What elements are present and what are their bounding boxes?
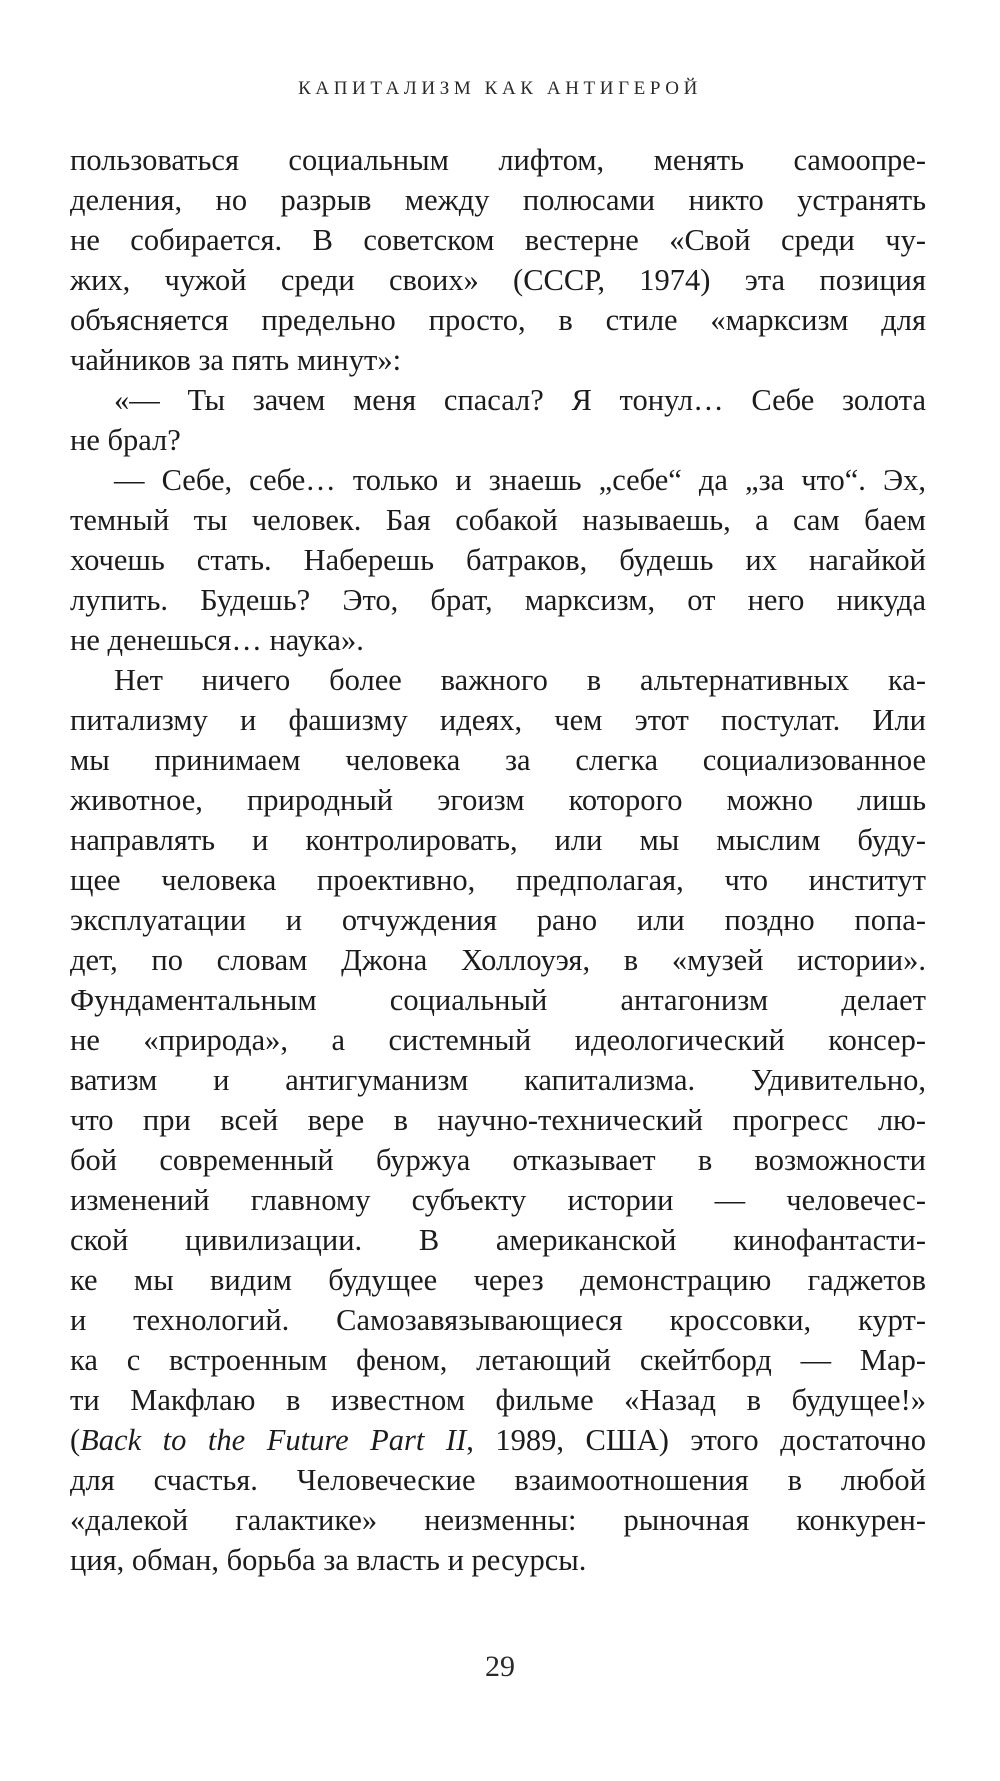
text-line: чайников за пять минут»: <box>70 343 402 377</box>
text-line: ти Макфлаю в известном фильме «Назад в будущее!» <box>70 1383 926 1417</box>
text-line: животное, природный эгоизм которого можно лишь <box>70 783 926 817</box>
text-line: направлять и контролировать, или мы мыслим буду- <box>70 823 926 857</box>
text-line: не «природа», а системный идеологический консер- <box>70 1023 926 1057</box>
text-line: щее человека проективно, предполагая, что институт <box>70 863 926 897</box>
text-line: лупить. Будешь? Это, брат, марксизм, от него никуда <box>70 583 926 617</box>
text-line: Нет ничего более важного в альтернативных ка- <box>114 663 926 697</box>
text-segment: , 1989, США) этого достаточно <box>466 1423 927 1457</box>
text-line: изменений главному субъекту истории — человечес- <box>70 1183 926 1217</box>
text-line: — Себе, себе… только и знаешь „себе“ да „за что“. Эх, <box>114 463 926 497</box>
text-line: дет, по словам Джона Холлоуэя, в «музей истории». <box>70 943 926 977</box>
text-line: мы принимаем человека за слегка социализованное <box>70 743 926 777</box>
text-line: ция, обман, борьба за власть и ресурсы. <box>70 1543 587 1577</box>
text-line: что при всей вере в научно-технический прогресс лю- <box>70 1103 926 1137</box>
text-line: жих, чужой среди своих» (СССР, 1974) эта позиция <box>70 263 926 297</box>
text-line: Фундаментальным социальный антагонизм делает <box>70 983 926 1017</box>
text-line: ка с встроенным феном, летающий скейтборд — Мар- <box>70 1343 926 1377</box>
text-line: объясняется предельно просто, в стиле «марксизм для <box>70 303 926 337</box>
text-line: «— Ты зачем меня спасал? Я тонул… Себе золота <box>114 383 926 417</box>
text-line: и технологий. Самозавязывающиеся кроссовки, курт- <box>70 1303 926 1337</box>
text-line: эксплуатации и отчуждения рано или поздно попа- <box>70 903 926 937</box>
text-line: ской цивилизации. В американской кинофантасти- <box>70 1223 926 1257</box>
text-line <box>70 1420 926 1460</box>
text-line: не денешься… наука». <box>70 623 364 657</box>
text-line: «далекой галактике» неизменны: рыночная конкурен- <box>70 1503 926 1537</box>
body-text <box>70 140 926 1580</box>
running-head: КАПИТАЛИЗМ КАК АНТИГЕРОЙ <box>298 78 702 99</box>
text-line: не брал? <box>70 423 181 457</box>
page-number: 29 <box>485 1650 515 1683</box>
text-line: пользоваться социальным лифтом, менять самоопре- <box>70 143 926 177</box>
text-segment: ( <box>70 1423 81 1457</box>
text-line: не собирается. В советском вестерне «Свой среди чу- <box>70 223 926 257</box>
text-line: темный ты человек. Бая собакой называешь, а сам баем <box>70 503 926 537</box>
text-line: бой современный буржуа отказывает в возможности <box>70 1143 926 1177</box>
text-line: ватизм и антигуманизм капитализма. Удивительно, <box>70 1063 926 1097</box>
text-line: хочешь стать. Наберешь батраков, будешь их нагайкой <box>70 543 926 577</box>
italic-film-title: Back to the Future Part II <box>80 1423 467 1457</box>
text-line: для счастья. Человеческие взаимоотношения в любой <box>70 1463 926 1497</box>
text-line: деления, но разрыв между полюсами никто устранять <box>70 183 926 217</box>
text-line: питализму и фашизму идеях, чем этот постулат. Или <box>70 703 926 737</box>
text-line: ке мы видим будущее через демонстрацию гаджетов <box>70 1263 926 1297</box>
